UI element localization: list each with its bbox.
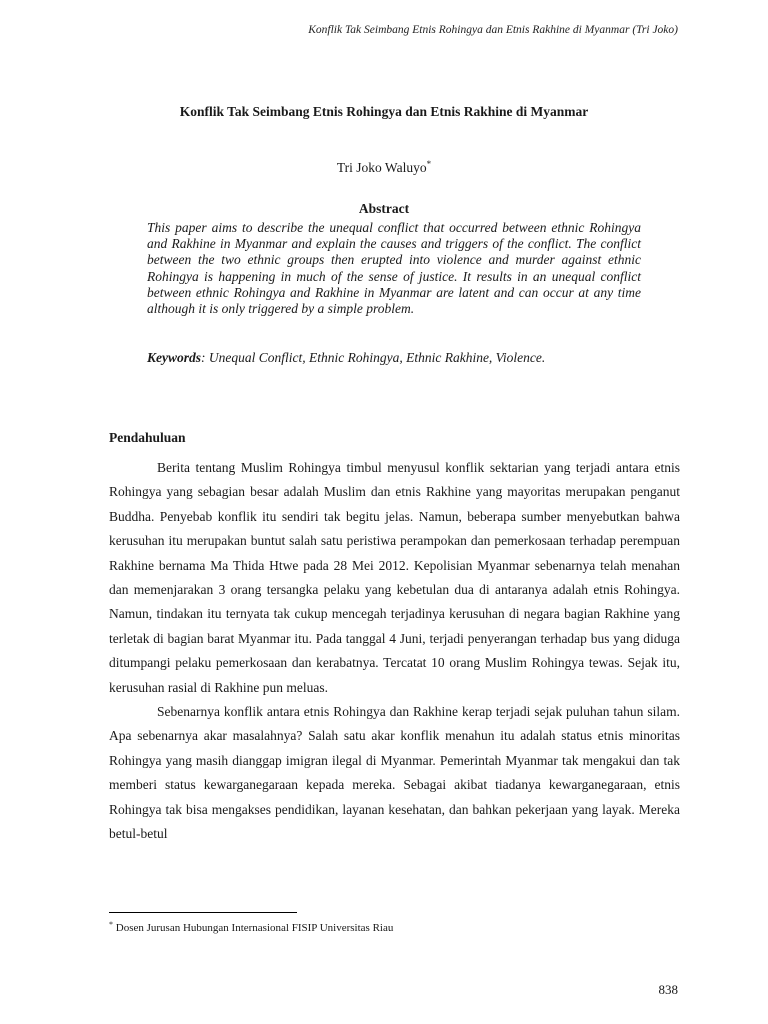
body-text <box>109 456 680 847</box>
section-heading: Pendahuluan <box>109 430 186 445</box>
footnote-marker: * <box>109 920 113 929</box>
keywords-text: : Unequal Conflict, Ethnic Rohingya, Ethnic Rakhine, Violence. <box>201 350 546 365</box>
footnote-divider <box>109 912 297 913</box>
abstract-heading: Abstract <box>358 201 410 216</box>
paper-title: Konflik Tak Seimbang Etnis Rohingya dan Etnis Rakhine di Myanmar <box>179 104 589 119</box>
author-footnote-marker: * <box>426 159 432 169</box>
keywords-label: Keywords <box>147 350 201 365</box>
running-header: Konflik Tak Seimbang Etnis Rohingya dan Etnis Rakhine di Myanmar (Tri Joko) <box>308 24 678 36</box>
body-paragraph: Berita tentang Muslim Rohingya timbul menyusul konflik sektarian yang terjadi antara etnis Rohingya yang sebagian besar adalah Muslim dan etnis Rakhine yang mayoritas merupakan penganut Buddha. Penyebab konflik itu sendiri tak begitu jelas. Namun, beberapa sumber menyebutkan bahwa kerusuhan itu merupakan buntut salah satu peristiwa perampokan dan pemerkosaan terhadap perempuan Rakhine bernama Ma Thida Htwe pada 28 Mei 2012. Kepolisian Myanmar sebenarnya telah menahan dan memenjarakan 3 orang tersangka pelaku yang kebetulan dua di antaranya adalah etnis Rohingya. Namun, tindakan itu ternyata tak cukup mencegah terjadinya kerusuhan di negara bagian Rakhine yang terletak di bagian barat Myanmar itu. Pada tanggal 4 Juni, terjadi penyerangan terhadap bus yang diduga ditumpangi pelaku pemerkosaan dan kerabatnya. Tercatat 10 orang Muslim Rohingya tewas. Sejak itu, kerusuhan rasial di Rakhine pun meluas. <box>109 460 680 695</box>
footnote-text: Dosen Jurusan Hubungan Internasional FISIP Universitas Riau <box>113 922 394 934</box>
abstract-body: This paper aims to describe the unequal conflict that occurred between ethnic Rohingya and Rakhine in Myanmar and explain the causes and triggers of the conflict. The conflict between the two ethnic groups then erupted into violence and murder against ethnic Rohingya is happening in much of the sense of justice. It results in an unequal conflict between ethnic Rohingya and Rakhine in Myanmar are latent and can occur at any time although it is only triggered by a simple problem. <box>147 220 641 317</box>
page-number: 838 <box>658 982 678 997</box>
body-paragraph: Sebenarnya konflik antara etnis Rohingya dan Rakhine kerap terjadi sejak puluhan tahun silam. Apa sebenarnya akar masalahnya? Salah satu akar konflik menahun itu adalah status etnis minoritas Rohingya yang masih dianggap imigran ilegal di Myanmar. Pemerintah Myanmar tak mengakui dan tak memberi status kewarganegaraan kepada mereka. Sebagai akibat tiadanya kewarganegaraan, etnis Rohingya tak bisa mengakses pendidikan, layanan kesehatan, dan bahkan pekerjaan yang layak. Mereka betul-betul <box>109 704 680 842</box>
author-line <box>0 159 768 176</box>
author-name: Tri Joko Waluyo <box>336 160 427 175</box>
keywords-line <box>147 350 641 366</box>
footnote <box>109 920 393 934</box>
